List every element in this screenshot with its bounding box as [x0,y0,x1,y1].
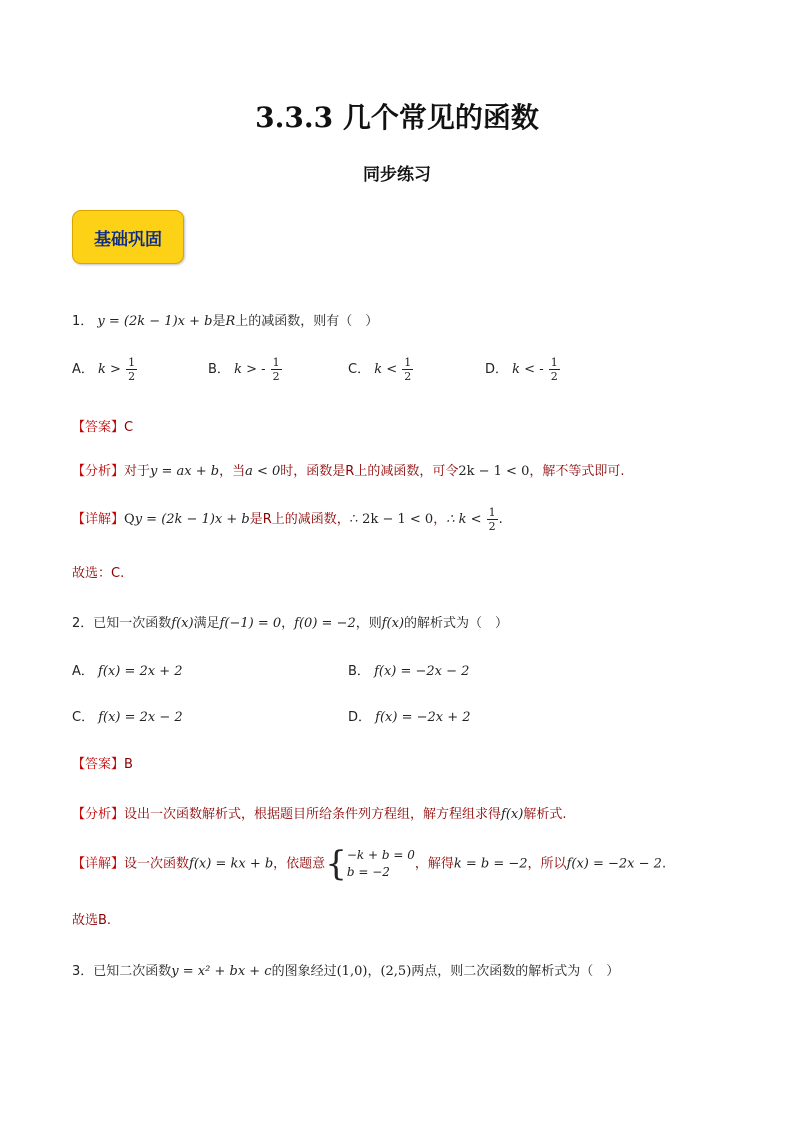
question-text: 满足 [193,616,220,631]
option-expression: f(x) = −2x + 2 [375,710,471,725]
fraction [126,356,137,383]
answer-value: C [124,420,134,435]
analysis-text: 对于 [124,464,151,479]
detail-2 [72,844,667,884]
question-number: 1． [72,314,94,329]
fraction-denominator: 2 [488,520,496,533]
question-number: 2． [72,616,94,631]
detail-text: 是R上的减函数， [249,512,350,527]
fraction [487,506,498,533]
math-expression: f(x) = −2x − 2 [566,856,662,872]
math-expression: f(−1) = 0 [219,616,282,631]
math-expression: a < 0 [245,464,281,479]
math-expression: y = x² + bx + c [171,964,272,979]
option-expression: f(x) = −2x − 2 [374,664,470,679]
option-label: C． [72,710,95,725]
option-expression: k < - [512,362,544,377]
page-subtitle: 同步练习 [363,165,431,185]
math-expression: f(x) [171,616,194,631]
math-expression: k = b = −2 [453,856,528,872]
conclusion-2: 故选B. [72,913,112,928]
page-title: 3.3.3 几个常见的函数 [255,101,539,134]
math-expression: f(x) [501,807,524,822]
question-text: ， [281,616,295,631]
detail-text: ，解得 [414,856,454,872]
brace-icon: { [325,844,347,884]
question-2 [72,612,508,631]
equation-row: b = −2 [346,865,390,879]
option-expression: k < [374,362,398,377]
fraction-numerator: 1 [488,506,496,519]
detail-text: ，所以 [527,856,567,872]
analysis-tag: 【分析】 [72,464,125,479]
detail-text: ，依题意 [273,856,326,872]
math-symbol: R [225,314,236,329]
fraction-numerator: 1 [550,356,558,369]
analysis-text: 解析式. [523,807,567,822]
question-text: ， [367,964,381,979]
question-expression: y = (2k − 1)x + b [97,314,213,329]
question-text: 上的减函数，则有（ ） [235,314,379,329]
option-expression: k > [98,362,121,377]
analysis-tag: 【分析】 [72,807,125,822]
analysis-text: ，当 [219,464,246,479]
equation-row: −k + b = 0 [346,848,415,862]
detail-1 [72,506,503,533]
question-text: 两点，则二次函数的解析式为（ ） [411,964,620,979]
option-expression: f(x) = 2x − 2 [98,710,183,725]
equation-system [325,844,415,884]
detail-text: ， [433,512,447,527]
math-expression: f(0) = −2 [294,616,356,631]
detail-tag: 【详解】 [72,512,125,527]
option-label: B． [348,664,370,679]
conclusion-1: 故选：C. [72,566,125,581]
fraction-denominator: 2 [404,370,412,383]
analysis-text: 设出一次函数解析式，根据题目所给条件列方程组，解方程组求得 [124,807,502,822]
option-c [348,356,414,383]
option-expression: f(x) = 2x + 2 [98,664,183,679]
detail-text: . [498,512,503,527]
option-b [348,660,469,679]
math-symbol: Q [124,512,135,527]
option-a [72,356,138,383]
section-badge: 基础巩固 [72,210,184,264]
analysis-1 [72,460,625,479]
analysis-text: 时，函数是R上的减函数，可令 [280,464,459,479]
question-3 [72,960,619,979]
option-c [72,706,183,725]
fraction-numerator: 1 [128,356,136,369]
answer-1 [72,416,133,435]
question-text: 是 [212,314,226,329]
option-label: A． [72,664,94,679]
option-expression: k > - [234,362,266,377]
fraction [549,356,560,383]
math-expression: (2,5) [380,964,412,979]
option-label: D． [485,362,509,377]
detail-text: . [661,856,667,872]
math-expression: f(x) [381,616,405,631]
question-text: 的图象经过 [271,964,337,979]
math-expression: (1,0) [336,964,368,979]
fraction-denominator: 2 [272,370,280,383]
option-a [72,660,183,679]
math-expression: ∴ k < [446,512,482,527]
answer-tag: 【答案】 [72,757,125,772]
answer-tag: 【答案】 [72,420,125,435]
math-expression: 2k − 1 < 0 [458,464,530,479]
question-1 [72,310,378,329]
question-number: 3． [72,964,94,979]
detail-tag: 【详解】 [72,856,125,872]
option-d [485,356,561,383]
analysis-text: ，解不等式即可. [529,464,625,479]
detail-text: 设一次函数 [124,856,190,872]
option-label: A． [72,362,94,377]
answer-value: B [124,757,133,772]
fraction-numerator: 1 [272,356,280,369]
fraction [402,356,413,383]
question-text: 已知一次函数 [93,616,172,631]
fraction-denominator: 2 [550,370,558,383]
option-b [208,356,283,383]
analysis-2 [72,803,566,822]
option-label: B． [208,362,230,377]
fraction-numerator: 1 [404,356,412,369]
math-expression: ∴ 2k − 1 < 0 [349,512,434,527]
option-d [348,706,471,725]
fraction-denominator: 2 [128,370,136,383]
answer-2 [72,753,133,772]
math-expression: y = ax + b [150,464,220,479]
option-label: C． [348,362,371,377]
fraction [271,356,282,383]
question-text: 已知二次函数 [93,964,172,979]
option-label: D． [348,710,372,725]
question-text: 的解析式为（ ） [404,616,509,631]
math-expression: y = (2k − 1)x + b [134,512,250,527]
math-expression: f(x) = kx + b [189,856,274,872]
question-text: ，则 [355,616,382,631]
